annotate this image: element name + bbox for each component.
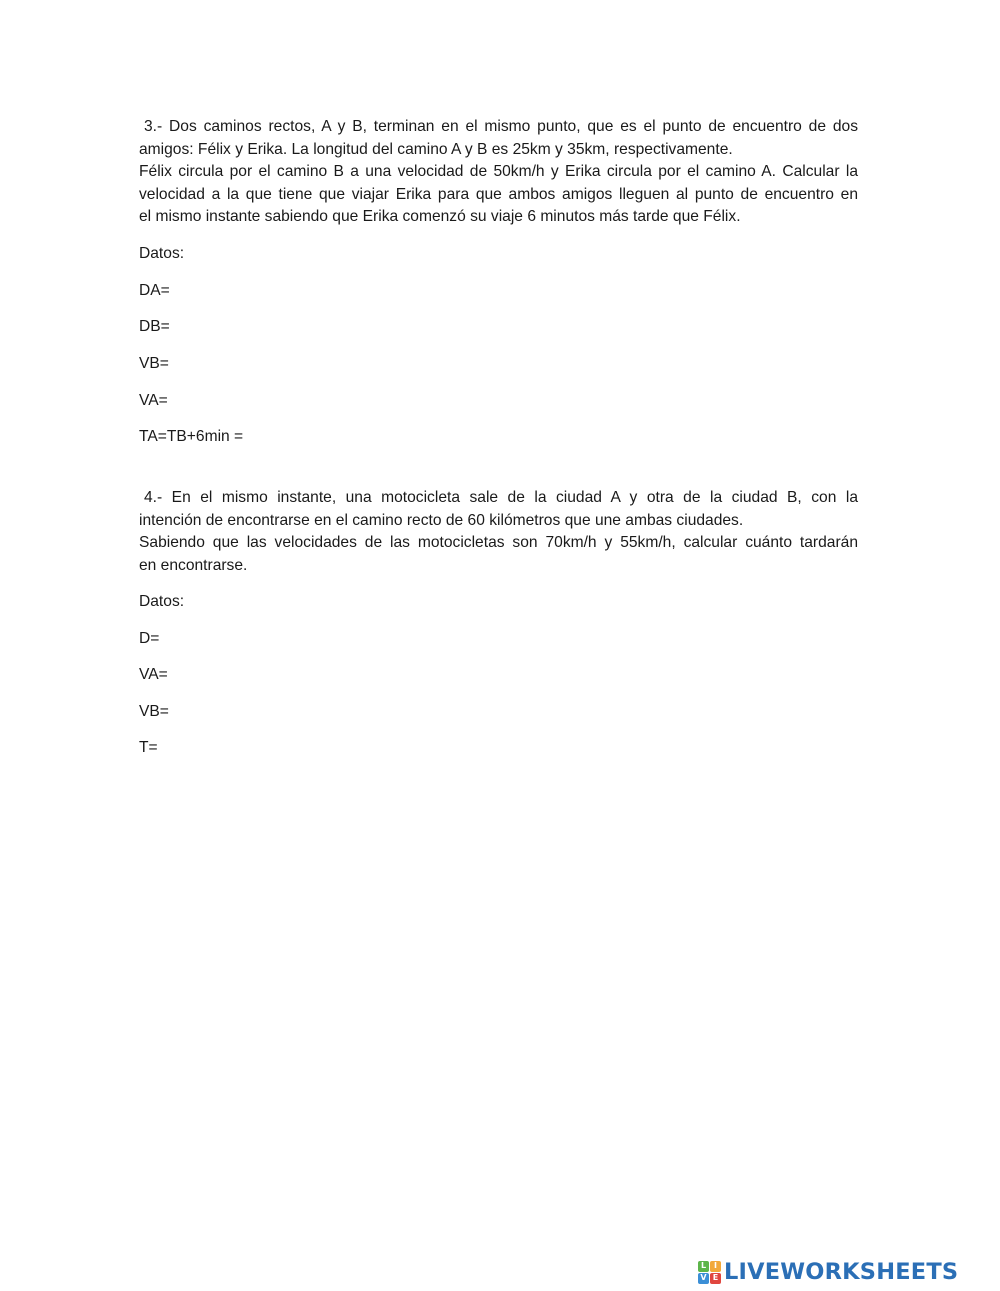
problem-4-line: 4.- En el mismo instante, una motocicleta sale de la ciudad A y otra de la ciudad B, con la (144, 489, 858, 506)
problem-3-field-va: VA= (139, 392, 168, 409)
problem-3-line: Félix circula por el camino B a una velocidad de 50km/h y Erika circula por el camino A. Calcular la (139, 163, 858, 180)
problem-3-line: amigos: Félix y Erika. La longitud del camino A y B es 25km y 35km, respectivamente. (139, 140, 733, 158)
problem-4-field-t: T= (139, 739, 158, 756)
problem-4-field-vb: VB= (139, 703, 169, 720)
problem-3-field-db: DB= (139, 318, 170, 335)
problem-3-field-da: DA= (139, 282, 170, 299)
problem-4-datos-label: Datos: (139, 593, 185, 610)
problem-4-line: Sabiendo que las velocidades de las motocicletas son 70km/h y 55km/h, calcular cuánto tardarán (139, 534, 858, 551)
problem-4-line: en encontrarse. (139, 556, 248, 574)
problem-4-field-d: D= (139, 630, 160, 647)
problem-3-statement (139, 116, 858, 229)
liveworksheets-logo (698, 1258, 958, 1286)
logo-block-v: V (698, 1273, 709, 1284)
problem-3-datos-label: Datos: (139, 245, 185, 262)
problem-3-field-vb: VB= (139, 355, 169, 372)
problem-4-field-va: VA= (139, 666, 168, 683)
problem-4-line: intención de encontrarse en el camino recto de 60 kilómetros que une ambas ciudades. (139, 511, 744, 529)
logo-block-e: E (710, 1273, 721, 1284)
problem-3-line: 3.- Dos caminos rectos, A y B, terminan en el mismo punto, que es el punto de encuentro de dos (144, 118, 858, 135)
logo-text: LIVEWORKSHEETS (724, 1259, 959, 1285)
problem-3-line: el mismo instante sabiendo que Erika comenzó su viaje 6 minutos más tarde que Félix. (139, 208, 741, 225)
logo-block-i: I (710, 1261, 721, 1272)
problem-3-field-ta: TA=TB+6min = (139, 428, 244, 445)
problem-3-line: velocidad a la que tiene que viajar Erika para que ambos amigos lleguen al punto de encuentro en (139, 185, 858, 203)
live-blocks-icon (698, 1261, 721, 1284)
logo-block-l: L (698, 1261, 709, 1272)
problem-4-statement (139, 487, 858, 577)
